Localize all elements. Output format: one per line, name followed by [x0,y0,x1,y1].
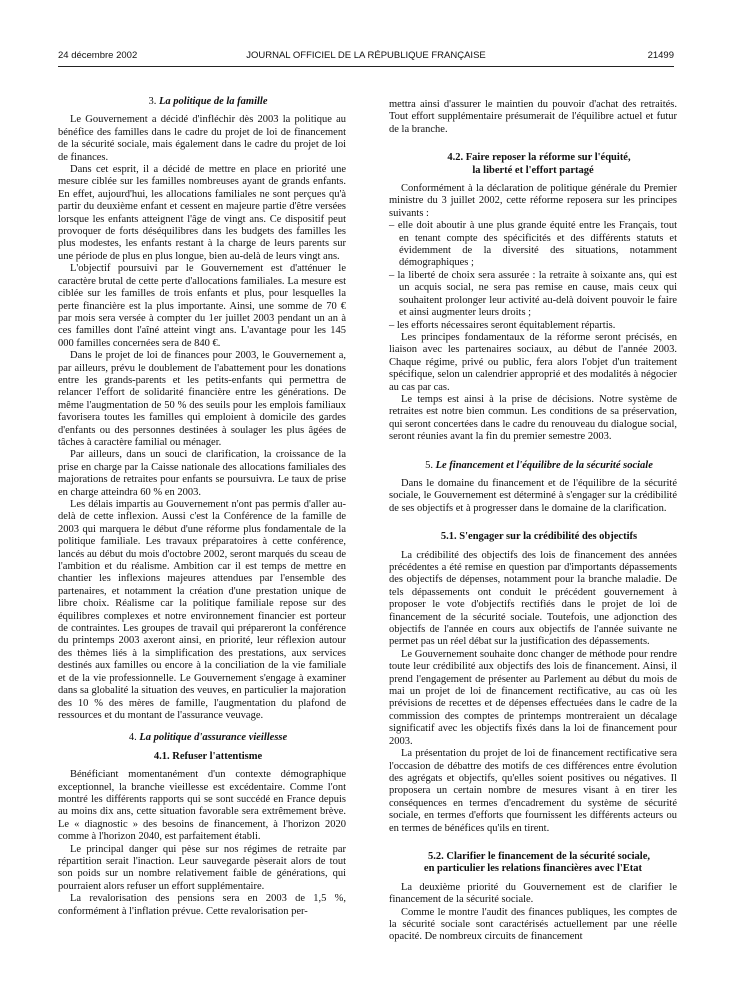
paragraph: La deuxième priorité du Gouvernement est de clarifier le financement de la sécurité sociale. [389,881,677,906]
paragraph: Les délais impartis au Gouvernement n'ont pas permis d'aller au-delà de cette inflexion. Aussi c'est la Conférence de la famille de 2003 qui marquera le début d'une réforme plus fondamentale de la politique familiale. Les travaux préparatoires à cette conférence, lancés au début du mois d'octobre 2002, seront marqués du sceau de l'ambition et du réalisme. Ambition car il est temps de mettre en chantier les inflexions majeures attendues par l'ensemble des partenaires, et notamment la création d'une prestation unique de libre choix. Réalisme car la politique familiale repose sur des équilibres complexes et notre environnement financier est porteur de contraintes. Les groupes de travail qui prépareront la conférence du printemps 2003 axeront ainsi, en priorité, leur réflexion autour des thèmes liés à la simplification des prestations, aux services destinés aux familles ou encore à la conciliation de la vie familiale et de la vie professionnelle. Le Gouvernement s'engage à examiner dans sa globalité la situation des veuves, en particulier la majoration des 10 % des mères de famille, l'augmentation du plafond de ressources et du montant de l'assurance veuvage. [58,499,346,721]
paragraph: Dans le projet de loi de finances pour 2003, le Gouvernement a, par ailleurs, prévu le doublement de l'abattement pour les donations entre les grands-parents et les petits-enfants qui permettra de relancer l'effort de solidarité financière entre les générations. De même l'augmentation de 50 % des seuils pour les emplois familiaux favorisera toutes les familles qui emploient à domicile des gardes d'enfants ou des personnes destinées à soulager les plus âgées de tâches à caractère familial ou ménager. [58,350,346,448]
journal-title: JOURNAL OFFICIEL DE LA RÉPUBLIQUE FRANÇAISE [246,50,486,61]
header-date: 24 décembre 2002 [58,50,138,61]
paragraph: La présentation du projet de loi de financement rectificative sera l'occasion de débattre des motifs de ces différences entre évolution des agrégats et objectifs, qu'elles soient positives ou négatives. Il proposera un certain nombre de mesures visant à en tirer les conséquences en termes d'encadrement du système de sécurité sociale, en termes d'efforts que fournissent les différents acteurs ou en termes de bénéfices qu'ils en tirent. [389,748,677,834]
list-item: – la liberté de choix sera assurée : la retraite à soixante ans, qui est un acquis social, ne sera pas remise en cause, mais ceux qui souhaitent prolonger leur activité au-delà doivent pouvoir le faire et ainsi augmenter leurs droits ; [389,269,677,319]
paragraph: Par ailleurs, dans un souci de clarification, la croissance de la prise en charge par la Caisse nationale des allocations familiales des majorations de retraites pour enfants se poursuivra. Le taux de prise en charge atteindra 60 % en 2003. [58,449,346,498]
paragraph: Le Gouvernement souhaite donc changer de méthode pour rendre toute leur crédibilité aux objectifs des lois de financement. Ainsi, il prend l'engagement de présenter au Parlement au début du mois de mai un projet de loi de financement rectificative, au cas où les prévisions de recettes et de dépenses effectuées dans le cadre de la commission des comptes de printemps montreraient un décalage significatif avec les objectifs fixés dans la loi de financement pour 2003. [389,648,677,747]
principles-list [389,220,677,332]
paragraph: Le Gouvernement a décidé d'infléchir dès 2003 la politique au bénéfice des familles dans le cadre du projet de loi de financement de la sécurité sociale, mais également dans le cadre du projet de loi de finances. [58,114,346,163]
page-number: 21499 [647,50,674,61]
paragraph: Les principes fondamentaux de la réforme seront précisés, en liaison avec les partenaires sociaux, au début de l'année 2003. Chaque régime, privé ou public, fera alors l'objet d'un traitement spécifique, selon un calendrier approprié et des modalités à négocier au cas par cas. [389,331,677,393]
paragraph: Conformément à la déclaration de politique générale du Premier ministre du 3 juillet 2002, cette réforme reposera sur les principes suivants : [389,183,677,219]
paragraph: La crédibilité des objectifs des lois de financement des années précédentes a été remise en question par d'importants dépassements des objectifs de dépenses, notamment pour la branche maladie. De tels dépassements ont conduit le précédent gouvernement à proposer le vote d'objectifs rectifiés dans le projet de loi de financement de la sécurité sociale. Toutefois, une adjonction des objectifs de l'année en cours aux objectifs de l'année suivante ne permet pas un réel débat sur la justification des dépassements. [389,549,677,648]
paragraph: L'objectif poursuivi par le Gouvernement est d'atténuer le caractère brutal de cette perte d'allocations familiales. La mesure est ciblée sur les familles de trois enfants et plus, pour lesquelles la perte financière est la plus importante. Ainsi, une somme de 70 € par mois sera versée à compter du 1er juillet 2003 pendant un an à ces familles dont l'aîné atteint vingt ans. L'avantage pour les 145 000 familles concernées sera de 840 €. [58,263,346,349]
list-item: – les efforts nécessaires seront équitablement répartis. [389,319,616,331]
left-column [58,96,346,918]
paragraph: La revalorisation des pensions sera en 2003 de 1,5 %, conformément à l'inflation prévue. Cette revalorisation per- [58,893,346,917]
list-item: – elle doit aboutir à une plus grande équité entre les Français, tout en tenant compte des spécificités et des différents statuts et évidemment de la diversité des situations, notamment démographiques ; [389,220,677,269]
paragraph: Le temps est ainsi à la prise de décisions. Notre système de retraites est notre bien commun. Les conditions de sa préservation, qui seront concertées dans le cadre du renouveau du dialogue social, seront réunies avant la fin du premier semestre 2003. [389,393,677,443]
subsection-heading-5-1: 5.1. S'engager sur la crédibilité des objectifs [440,531,638,543]
section-heading-3: 3. La politique de la famille [148,96,268,107]
header-rule [58,66,674,67]
paragraph: Dans cet esprit, il a décidé de mettre en place en priorité une mesure ciblée sur les familles nombreuses ayant de grands enfants. En effet, aujourd'hui, les allocations familiales ne sont perçues qu'à partir du deuxième enfant et cessent en majeure partie d'être versées lorsque les enfants atteignent l'âge de vingt ans. Ce dispositif peut provoquer de forts déséquilibres dans les budgets des familles les plus modestes, les enfants restant à la charge de leurs parents sur une période de plus en plus longue, bien au-delà de leurs vingt ans. [58,164,346,262]
paragraph: Dans le domaine du financement et de l'équilibre de la sécurité sociale, le Gouvernement est déterminé à s'engager sur la crédibilité de ses objectifs et à progresser dans le domaine de la clarification. [389,477,677,514]
paragraph: Bénéficiant momentanément d'un contexte démographique exceptionnel, la branche vieillesse est excédentaire. Comme l'ont montré les différents rapports qui se sont succédé en France depuis au moins dix ans, cette situation favorable sera extrêmement brève. Le « diagnostic » des besoins de financement, à l'horizon 2020 comme à l'horizon 2040, est parfaitement établi. [58,769,346,843]
paragraph: Le principal danger qui pèse sur nos régimes de retraite par répartition serait l'inaction. Leur sauvegarde pèserait alors de tout son poids sur un nombre relativement faible de générations, qui pourraient alors refuser un effort supplémentaire. [58,843,346,892]
right-column [389,99,677,944]
paragraph: mettra ainsi d'assurer le maintien du pouvoir d'achat des retraités. Tout effort supplémentaire présumerait de l'équilibre actuel et futur de la branche. [389,99,677,135]
subsection-heading-4-1: 4.1. Refuser l'attentisme [153,750,263,762]
subsection-heading-5-2: 5.2. Clarifier le financement de la sécurité sociale, en particulier les relations financières avec l'Etat [423,850,650,875]
subsection-heading-4-2: 4.2. Faire reposer la réforme sur l'équité, la liberté et l'effort partagé [447,152,631,176]
section-heading-5: 5. Le financement et l'équilibre de la sécurité sociale [425,459,653,471]
section-heading-4: 4. La politique d'assurance vieillesse [128,732,288,744]
paragraph: Comme le montre l'audit des finances publiques, les comptes de la sécurité sociale sont caractérisés actuellement par une réelle opacité. De nombreux circuits de financement [389,906,677,943]
page-header [58,50,674,64]
